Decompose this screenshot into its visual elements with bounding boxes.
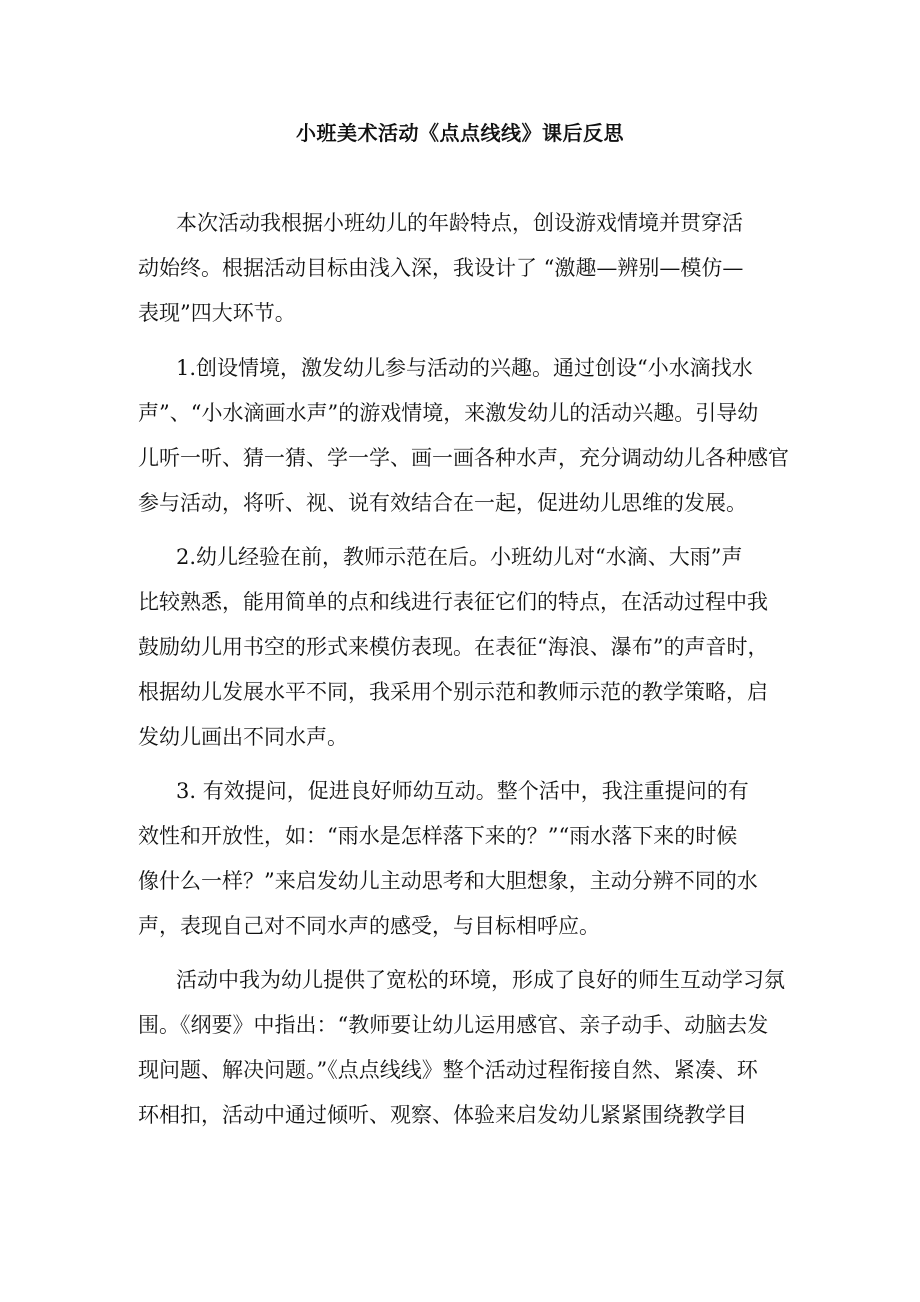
paragraph-line: 动始终。根据活动目标由浅入深，我设计了 “激趣—辨别—模仿—: [138, 256, 744, 280]
paragraph-line: 2.幼儿经验在前，教师示范在后。小班幼儿对“水滴、大雨”声: [176, 545, 743, 569]
paragraph-line: 活动中我为幼儿提供了宽松的环境，形成了良好的师生互动学习氛: [176, 968, 785, 992]
paragraph-point-1: [138, 346, 788, 526]
paragraph-point-2: [138, 535, 788, 760]
paragraph-line: 像什么一样？”来启发幼儿主动思考和大胆想象，主动分辨不同的水: [138, 869, 758, 893]
paragraph-line: 表现”四大环节。: [138, 301, 296, 325]
paragraph-summary: [138, 958, 788, 1138]
paragraph-line: 儿听一听、猜一猜、学一学、画一画各种水声，充分调动幼儿各种感官: [138, 446, 789, 470]
paragraph-line: 环相扣，活动中通过倾听、观察、体验来启发幼儿紧紧围绕教学目: [138, 1103, 747, 1127]
paragraph-line: 声”、“小水滴画水声”的游戏情境，来激发幼儿的活动兴趣。引导幼: [138, 401, 759, 425]
paragraph-line: 参与活动，将听、视、说有效结合在一起，促进幼儿思维的发展。: [138, 491, 747, 515]
paragraph-line: 比较熟悉，能用简单的点和线进行表征它们的特点，在活动过程中我: [138, 590, 768, 614]
paragraph-line: 1.创设情境，激发幼儿参与活动的兴趣。通过创设“小水滴找水: [176, 356, 753, 380]
paragraph-line: 围。《纲要》中指出：“教师要让幼儿运用感官、亲子动手、动脑去发: [138, 1013, 769, 1037]
paragraph-line: 鼓励幼儿用书空的形式来模仿表现。在表征“海浪、瀑布”的声音时，: [138, 635, 769, 659]
paragraph-line: 效性和开放性，如：“雨水是怎样落下来的？”“雨水落下来的时候: [138, 824, 738, 848]
paragraph-line: 现问题、解决问题。”《点点线线》整个活动过程衔接自然、紧凑、环: [138, 1058, 758, 1082]
paragraph-point-3: [138, 769, 788, 949]
paragraph-line: 根据幼儿发展水平不同，我采用个别示范和教师示范的教学策略，启: [138, 680, 768, 704]
paragraph-line: 声，表现自己对不同水声的感受，与目标相呼应。: [138, 914, 600, 938]
document-title: 小班美术活动《点点线线》课后反思: [296, 121, 624, 145]
paragraph-line: 3. 有效提问，促进良好师幼互动。整个活中，我注重提问的有: [176, 779, 749, 803]
paragraph-intro: [138, 201, 788, 336]
paragraph-line: 本次活动我根据小班幼儿的年龄特点，创设游戏情境并贯穿活: [176, 211, 743, 235]
paragraph-line: 发幼儿画出不同水声。: [138, 725, 348, 749]
